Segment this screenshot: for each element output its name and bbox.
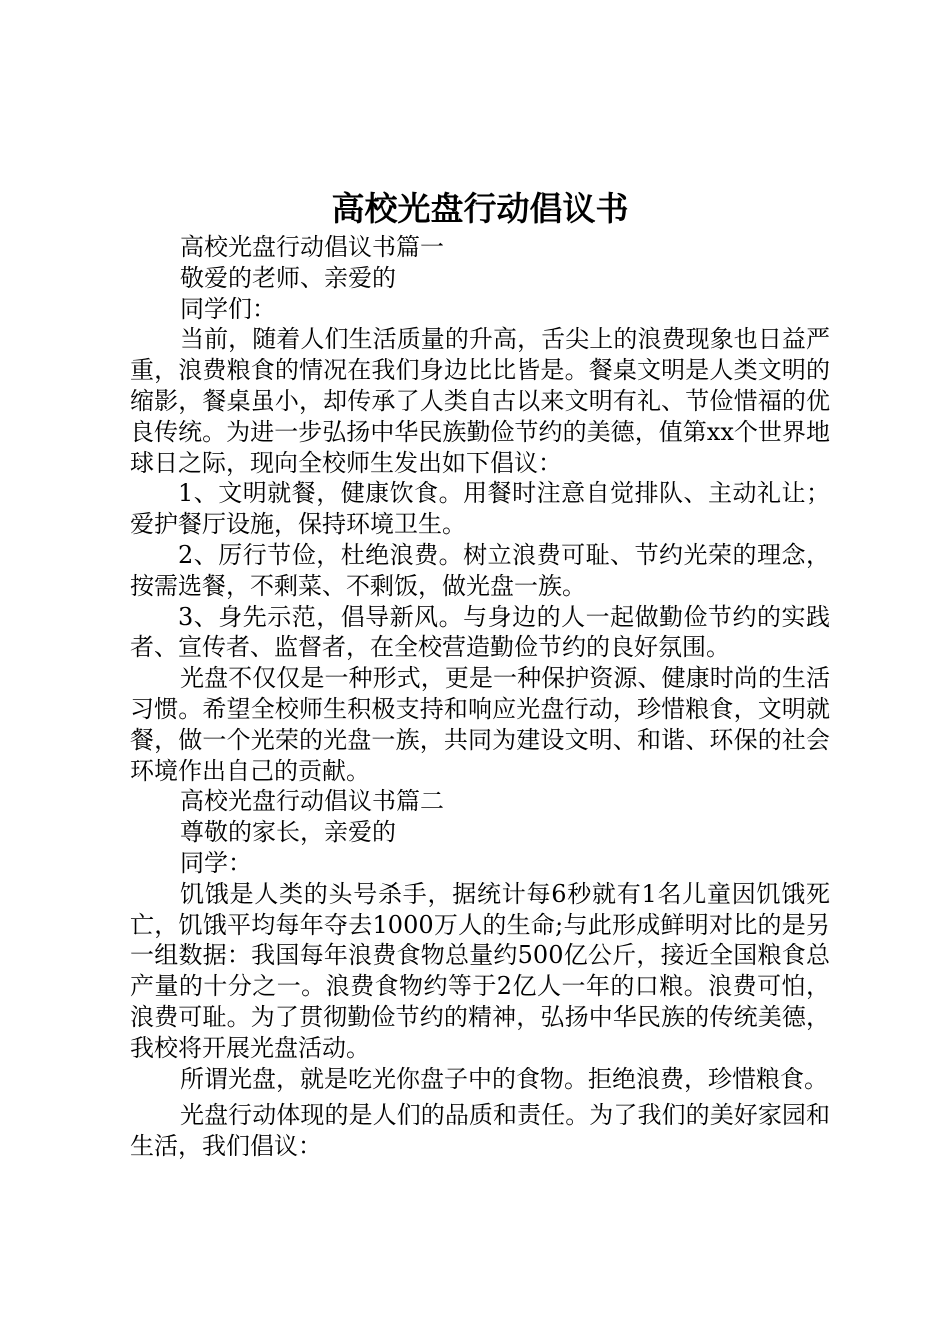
document-title: 高校光盘行动倡议书 (331, 189, 629, 228)
body-paragraph: 光盘行动体现的是人们的品质和责任。为了我们的美好家园和生活，我们倡议： (130, 1101, 830, 1161)
salutation-line-1: 敬爱的老师、亲爱的 (180, 263, 396, 292)
salutation-line-2: 同学们： (180, 294, 276, 323)
list-item: 1、文明就餐，健康饮食。用餐时注意自觉排队、主动礼让；爱护餐厅设施，保持环境卫生。 (130, 479, 830, 539)
section-heading-2: 高校光盘行动倡议书篇二 (180, 787, 444, 816)
document-page (130, 186, 830, 1162)
salutation-line-3: 尊敬的家长，亲爱的 (180, 818, 396, 847)
salutation-line-4: 同学： (180, 848, 252, 877)
body-paragraph: 光盘不仅仅是一种形式，更是一种保护资源、健康时尚的生活习惯。希望全校师生积极支持和响应光盘行动，珍惜粮食，文明就餐，做一个光荣的光盘一族，共同为建设文明、和谐、环保的社会环境作出自己的贡献。 (130, 664, 830, 785)
list-item: 2、厉行节俭，杜绝浪费。树立浪费可耻、节约光荣的理念，按需选餐，不剩菜、不剩饭，做光盘一族。 (130, 540, 830, 600)
body-paragraph: 饥饿是人类的头号杀手，据统计每6秒就有1名儿童因饥饿死亡，饥饿平均每年夺去1000万人的生命;与此形成鲜明对比的是另一组数据：我国每年浪费食物总量约500亿公斤，接近全国粮食总产量的十分之一。浪费食物约等于2亿人一年的口粮。浪费可怕，浪费可耻。为了贯彻勤俭节约的精神，弘扬中华民族的传统美德，我校将开展光盘活动。 (130, 879, 830, 1062)
section-heading-1: 高校光盘行动倡议书篇一 (180, 233, 444, 261)
list-item: 3、身先示范，倡导新风。与身边的人一起做勤俭节约的实践者、宣传者、监督者，在全校营造勤俭节约的良好氛围。 (130, 602, 830, 662)
body-paragraph: 当前，随着人们生活质量的升高，舌尖上的浪费现象也日益严重，浪费粮食的情况在我们身边比比皆是。餐桌文明是人类文明的缩影，餐桌虽小，却传承了人类自古以来文明有礼、节俭惜福的优良传统。为进一步弘扬中华民族勤俭节约的美德，值第xx个世界地球日之际，现向全校师生发出如下倡议： (130, 325, 830, 477)
body-paragraph: 所谓光盘，就是吃光你盘子中的食物。拒绝浪费，珍惜粮食。 (180, 1064, 828, 1093)
